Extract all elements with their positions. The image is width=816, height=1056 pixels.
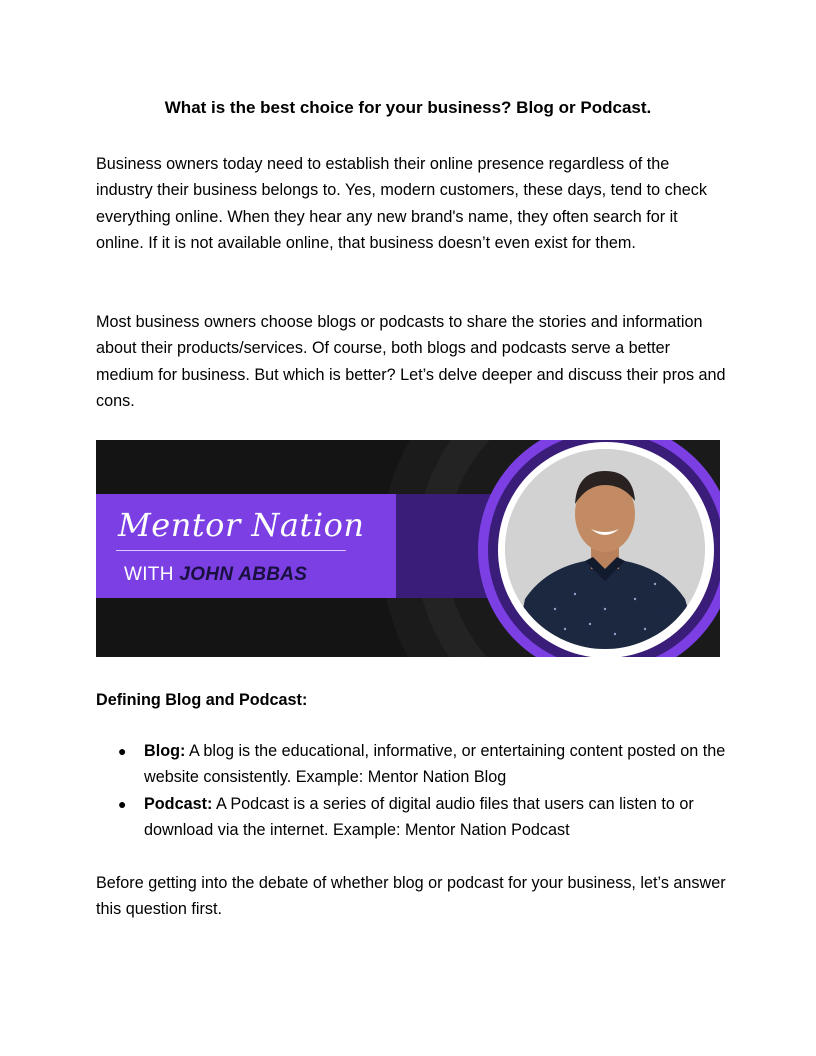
host-portrait-image bbox=[505, 449, 705, 649]
host-photo bbox=[502, 446, 708, 652]
closing-paragraph: Before getting into the debate of whether blog or podcast for your business, let’s answer this question first. bbox=[96, 874, 726, 919]
list-item-term: Podcast: bbox=[144, 794, 213, 813]
list-item-text: A Podcast is a series of digital audio files that users can listen to or download via the internet. Example: Mentor Nation Podcast bbox=[144, 794, 694, 839]
banner-brand-title: Mentor Nation bbox=[118, 506, 365, 544]
banner-with-label: WITH bbox=[124, 564, 174, 585]
bullet-icon: ● bbox=[118, 795, 127, 812]
list-item-text: A blog is the educational, informative, or entertaining content posted on the website consistently. Example: Mentor Nation Blog bbox=[144, 742, 726, 787]
list-item-blog bbox=[96, 738, 726, 791]
list-item-term: Blog: bbox=[144, 742, 186, 760]
banner-host-name: JOHN ABBAS bbox=[179, 564, 308, 585]
document-title: What is the best choice for your business? Blog or Podcast. bbox=[164, 98, 652, 117]
banner-divider bbox=[116, 550, 346, 551]
mentor-nation-banner bbox=[96, 440, 720, 657]
banner-subtitle bbox=[124, 564, 307, 586]
definition-list bbox=[96, 738, 726, 843]
second-paragraph: Most business owners choose blogs or podcasts to share the stories and information about their products/services. Of course, both blogs and podcasts serve a better medium for business. But which is better? Let’s delve deeper and discuss their pros and cons. bbox=[96, 313, 726, 410]
bullet-icon: ● bbox=[118, 743, 127, 759]
intro-paragraph: Business owners today need to establish their online presence regardless of the industry their business belongs to. Yes, modern customers, these days, tend to check everything online. When they hear any new brand's name, they often search for it online. If it is not available online, that business doesn’t even exist for them. bbox=[96, 155, 707, 252]
list-item-podcast bbox=[96, 791, 726, 844]
section-heading: Defining Blog and Podcast: bbox=[96, 691, 308, 709]
